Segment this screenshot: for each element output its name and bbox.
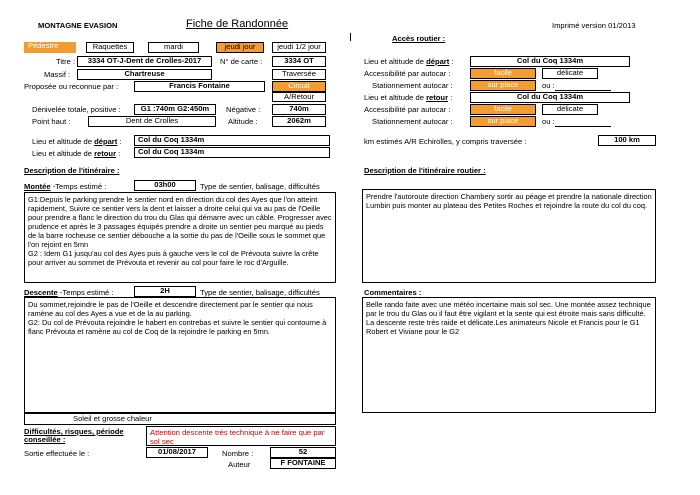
stat1-label: Stationnement autocar : — [372, 81, 453, 90]
montee-text[interactable]: G1:Depuis le parking prendre le sentier nord en direction du col des Ayes que l'on atteint rapidement, Suivre ce sentier vers la dent et laisser a droite celui qui va au pas de l'Oeille pour prendre a flanc le direction du trou du Glas qui démarre avec un câble. Progresser avec prudence et après le 3 passages équipés prendre a droite un sentier peu marqué au pieds de la barre rocheuse ce sentier débouche a la sortie du pas de l'Oeille sous le sommet que l'on rejoint en 5mn G2 : Idem G1 jusqu'au col des Ayes puis à gauche vers le col de Prévouta suivre la crête pour arriver au sommet de Prévouta et revenir au col pour faire le roc d'Arguille. — [24, 192, 336, 283]
route-text[interactable]: Prendre l'autoroute direction Chambery sortir au péage et prendre la nationale direction Lumbin puis monter au plateau des Petites Roches et rejoindre la route du col du coq. — [362, 189, 656, 283]
description-title: Description de l'itinéraire : — [24, 166, 120, 175]
access2-label: Accessibilité par autocar : — [364, 105, 451, 114]
km-label: km estimés A/R Echirolles, y compris traversée : — [364, 137, 527, 146]
option-jeudi-jour[interactable]: jeudi jour — [216, 42, 264, 53]
difficultes-field[interactable]: Attention descente très technique à ne faire que par sol sec — [146, 426, 336, 446]
depart-label: Lieu et altitude de départ : — [32, 137, 122, 146]
comments-title: Commentaires : — [364, 288, 422, 297]
access1-facile[interactable]: facile — [470, 68, 536, 79]
auteur-label: Auteur — [228, 460, 251, 469]
propose-field[interactable]: Francis Fontaine — [134, 81, 265, 92]
point-haut-field[interactable]: Dent de Crolles — [88, 116, 216, 127]
montee-type-sentier: Type de sentier, balisage, difficultés — [200, 182, 320, 191]
road-depart-field[interactable]: Col du Coq 1334m — [470, 56, 630, 67]
print-version: Imprimé version 01/2013 — [552, 21, 636, 30]
massif-field[interactable]: Chartreuse — [77, 69, 212, 80]
montee-label: Montée -Temps estimé : — [24, 182, 107, 191]
nombre-field[interactable]: 52 — [270, 447, 336, 458]
meteo-field[interactable]: Soleil et grosse chaleur — [24, 413, 336, 425]
titre-field[interactable]: 3334 OT-J-Dent de Crolles-2017 — [77, 56, 212, 67]
negative-field[interactable]: 740m — [272, 104, 326, 115]
denivelee-field[interactable]: G1 :740m G2:450m — [134, 104, 216, 115]
stat1-ou-label: ou : — [542, 81, 555, 90]
option-traversee[interactable]: Traversée — [272, 69, 326, 80]
stat1-ou-line — [555, 90, 611, 91]
route-title: Description de l'itinéraire routier : — [364, 166, 486, 175]
option-circuit[interactable]: Circuit — [272, 81, 326, 92]
stat2-ou-label: ou : — [542, 117, 555, 126]
altitude-field[interactable]: 2062m — [272, 116, 326, 127]
descente-text[interactable]: Du sommet,rejoindre le pas de l'Oeille et descendre directement par le sentier qui nous ramène au col des Ayes a vue et de la au parking. G2: Du col de Prévouta rejoindre le habert en contrebas et suivre le sentier qui contourne à flanc Prévouta et ramène au col de Coq de la rejoindre le parking en 5mn. — [24, 297, 336, 413]
point-haut-label: Point haut : — [32, 117, 71, 126]
option-pedestre[interactable]: Pédestre — [24, 42, 76, 53]
descente-type-sentier: Type de sentier, balisage, difficultés — [200, 288, 320, 297]
road-retour-field[interactable]: Col du Coq 1334m — [470, 92, 630, 103]
access1-label: Accessibilité par autocar : — [364, 69, 451, 78]
stat2-sur-place[interactable]: sur place — [470, 116, 536, 127]
option-aretour[interactable]: A/Retour — [272, 92, 326, 102]
access2-delicate[interactable]: délicate — [542, 104, 598, 115]
road-retour-label: Lieu et altitude de retour : — [364, 93, 453, 102]
descente-label: Descente -Temps estimé : — [24, 288, 114, 297]
column-divider — [350, 33, 351, 41]
option-raquettes[interactable]: Raquettes — [86, 42, 134, 53]
carte-label: N° de carte : — [220, 57, 263, 66]
depart-field[interactable]: Col du Coq 1334m — [134, 135, 330, 146]
km-field[interactable]: 100 km — [598, 135, 656, 146]
altitude-label: Altitude : — [228, 117, 258, 126]
access1-delicate[interactable]: délicate — [542, 68, 598, 79]
stat2-label: Stationnement autocar : — [372, 117, 453, 126]
day-field[interactable]: mardi — [148, 42, 199, 53]
massif-label: Massif : — [44, 70, 71, 79]
page-title: Fiche de Randonnée — [186, 18, 289, 30]
acces-routier-title: Accès routier : — [392, 34, 446, 43]
stat2-ou-line — [555, 126, 611, 127]
comments-text[interactable]: Belle rando faite avec une météo incertaine mais sol sec. Une montée assez technique par le trou du Glas ou il faut être vigilant et la sente qui est étroite mais sans difficulté. La descente reste très raide et délicate.Les animateurs Nicole et Francis pour le G1 Robert et Viviane pour le G2 — [362, 297, 656, 413]
difficultes-label: Difficultés, risques, période conseillée : — [24, 427, 124, 444]
auteur-field[interactable]: F FONTAINE — [270, 458, 336, 469]
retour-field[interactable]: Col du Coq 1334m — [134, 147, 330, 158]
carte-field[interactable]: 3334 OT — [272, 56, 326, 67]
negative-label: Négative : — [226, 105, 261, 114]
nombre-label: Nombre : — [222, 449, 254, 458]
propose-label: Proposée ou reconnue par : — [24, 82, 119, 91]
montee-time-field[interactable]: 03h00 — [134, 180, 196, 191]
stat1-sur-place[interactable]: sur place — [470, 80, 536, 91]
descente-time-field[interactable]: 2H — [134, 286, 196, 297]
retour-label: Lieu et altitude de retour : — [32, 149, 121, 158]
road-depart-label: Lieu et altitude de départ : — [364, 57, 454, 66]
access2-facile[interactable]: facile — [470, 104, 536, 115]
denivelee-label: Dénivelée totale, positive : — [32, 105, 121, 114]
titre-label: Titre : — [56, 57, 76, 66]
club-name: MONTAGNE EVASION — [38, 21, 118, 30]
option-jeudi-demi-jour[interactable]: jeudi 1/2 jour — [272, 42, 326, 53]
sortie-label: Sortie effectuée le : — [24, 449, 90, 458]
sortie-date-field[interactable]: 01/08/2017 — [146, 447, 208, 458]
